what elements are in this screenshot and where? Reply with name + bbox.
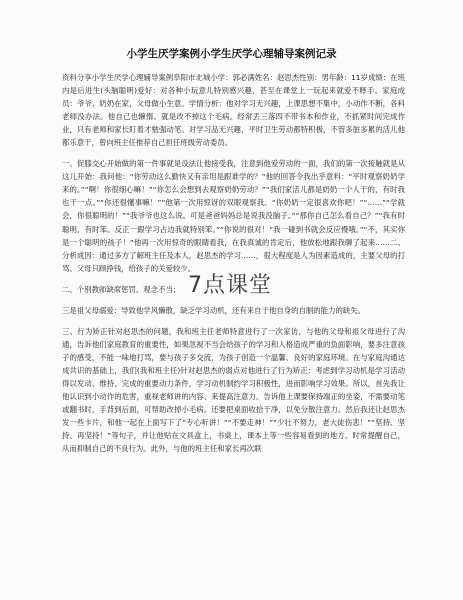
paragraph-intro: 资料分享小学生厌学心理辅导案例阜阳市北城小学：郭必满姓名：赵思杰性别：男年龄：11岁成绩：在班内是后进生(头脑聪明)爱好：对各种小玩意儿特别感兴趣，甚至在课堂上一玩起来就爱不释手。家庭成员：爷爷、奶奶在家，父母做小生意。学情分析：他对学习无兴趣，上课思想不集中，小动作不断，各科老师没办法。他自己也懒惰、就是改不掉这个毛病。经常丢三落四不带书本和作业，不抓紧时间完成作业，只有老师和家长盯着才勉强动笔。对学习品无兴趣，平时卫生劳动都特积极，不管多脏多累的活儿他都乐意干，曾向班主任推荐自己担任班级劳动委员。 xyxy=(62,73,405,148)
paragraph-section-1: 一、促膝交心开始做的第一件事就是设法让他接受我，注意到他爱劳动的一面，我们的第一次接触就是从这儿开始：我问他：“你劳动这么勤快又有亲坦是跟谁学的？”他的回答令我出乎意料：“平时观察奶奶学来的。”“啊！你很细心嘛！”“你怎么会想到去观察奶奶劳动？”“我们家活儿都是奶奶一个人干的，有时我也干一点。”“你还很懂事嘛！”“他第一次用惊讶的双眼观察我。“你奶奶一定很喜欢你吧！”“……”“学就会，你很聪明的！”“我爷爷也这么说。可是爸爸妈妈总是说我没脑子。”“那你自己怎么看自己？”“我有时聪明，有时笨。反正一跟学习占边我就特别笨。”“你说的很对！”我一碰到书就会反应慢哦。”“不，其实你是一个聪明的孩子！”他再一次用惊奇的眼睛看我，在我真诚的肯定后，他放松地跟我聊了起来……二、分析成因：通过多方了解班主任及本人，赵思杰的学习……，很大程度是人为因素造成的，主要父母的打骂、父母只顾挣钱，给孩子的关爱较少。 xyxy=(62,159,405,273)
paragraph-section-2: 二、个别教师缺席惩罚、观念不当； xyxy=(62,284,181,294)
paragraph-section-4: 三、行为矫正针对赵思杰的问题，我和班主任老师特意进行了一次家访，与他的父母和祖父母进行了沟通，告诉他们家庭教育的重要性，如果忽视不当会给孩子的学习和人格造成严重的负面影响，要多注意孩子的感受，不能一味地打骂，要与孩子多交流，为孩子创造一个温馨、良好的家庭环境。在与家庭沟通达成共识的基础上，我们(我和班主任)针对赵思杰的弱点对他进行了行为矫正：考虑到学习动机是学习活动得以发动、维持、完成的重要动力条件，学习动机制约学习积极性，进而影响学习效果。所以，首先我让他认识到小动作的危害，重视老师讲的内容、来提高注意力。告诉他上课要保持端正的坐姿，不需要动笔或翻书时，手背到后面，可帮助改掉小毛病。还要把桌面收拾干净，以免分散注意力。然后我还让赵思杰发一些卡片，和他一起在上面写下了“专心听讲！”“不要走神！”“少壮不努力，老大徒伤悲！”“坚持、坚持、再坚持！”等句子，并让他贴在文具盒上，书桌上，课本上等一些容易看到的地方。时常提醒自己，从而抑制自己的不良行为。此外，与他的班主任和家长再次联 xyxy=(62,326,405,454)
paragraph-section-3: 三是祖父母溺爱：导致他学风懒散，缺乏学习动机，还有来自于他自身的自制的能力的缺失。 xyxy=(62,305,366,315)
watermark-text: 7点课堂 xyxy=(188,273,272,298)
document-title: 小学生厌学案例小学生厌学心理辅导案例记录 xyxy=(126,48,337,60)
